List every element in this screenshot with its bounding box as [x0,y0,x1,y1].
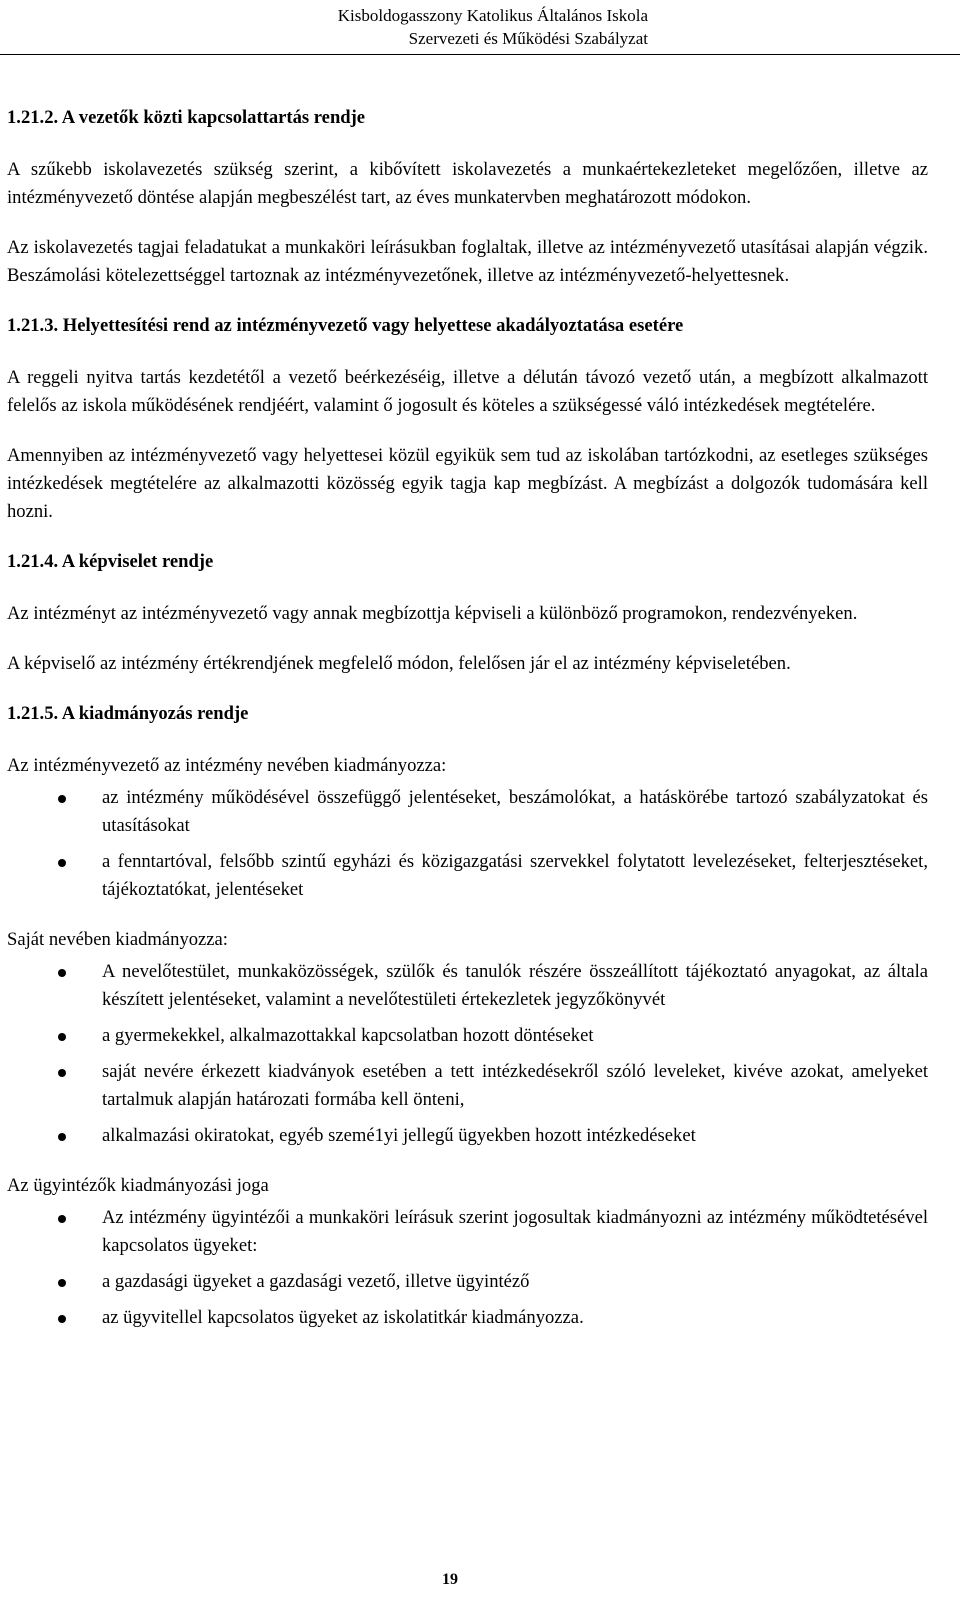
paragraph: Az iskolavezetés tagjai feladatukat a munkaköri leírásukban foglaltak, illetve az intézményvezető utasításai alapján végzik. Beszámolási kötelezettséggel tartoznak az intézményvezetőnek, illetve az intézményvezető-helyettesnek. [7,237,928,286]
header-school-name: Kisboldogasszony Katolikus Általános Iskola [337,6,648,25]
header-document-title: Szervezeti és Működési Szabályzat [408,29,648,48]
list-item: a fenntartóval, felsőbb szintű egyházi és közigazgatási szervekkel folytatott levelezéseket, felterjesztéseket, tájékoztatókat, jelentéseket [102,848,928,904]
list-item: az ügyvitellel kapcsolatos ügyeket az iskolatitkár kiadmányozza. [102,1304,928,1332]
list-item: a gazdasági ügyeket a gazdasági vezető, illetve ügyintéző [102,1268,928,1296]
list-item: alkalmazási okiratokat, egyéb szemé1yi jellegű ügyekben hozott intézkedéseket [102,1122,928,1150]
paragraph: Amennyiben az intézményvezető vagy helyettesei közül egyikük sem tud az iskolában tartózkodni, az esetleges szükséges intézkedések megtételére az alkalmazotti közösség egyik tagja kap megbízást. A megbízást a dolgozók tudomására kell hozni. [7,445,928,522]
list-item: Az intézmény ügyintézői a munkaköri leírásuk szerint jogosultak kiadmányozni az intézmény működtetésével kapcsolatos ügyeket: [102,1204,928,1260]
paragraph: A képviselő az intézmény értékrendjének megfelelő módon, felelősen jár el az intézmény képviseletében. [7,653,791,674]
list-intro: Az ügyintézők kiadmányozási joga [7,1175,269,1196]
list-item: a gyermekekkel, alkalmazottakkal kapcsolatban hozott döntéseket [102,1022,928,1050]
section-heading-1-21-3: 1.21.3. Helyettesítési rend az intézményvezető vagy helyettese akadályoztatása esetére [7,315,684,336]
page-number: 19 [442,1571,458,1588]
list-intro: Az intézményvezető az intézmény nevében kiadmányozza: [7,755,447,776]
paragraph: A szűkebb iskolavezetés szükség szerint, a kibővített iskolavezetés a munkaértekezleteket megelőzően, illetve az intézményvezető döntése alapján megbeszélést tart, az éves munkatervben meghatározott módokon. [7,159,928,208]
list-item: az intézmény működésével összefüggő jelentéseket, beszámolókat, a hatáskörébe tartozó szabályzatokat és utasításokat [102,784,928,840]
section-heading-1-21-5: 1.21.5. A kiadmányozás rendje [7,703,249,724]
list-item: A nevelőtestület, munkaközösségek, szülők és tanulók részére összeállított tájékoztató anyagokat, az általa készített jelentéseket, valamint a nevelőtestületi értekezletek jegyzőkönyvét [102,958,928,1014]
list-intro: Saját nevében kiadmányozza: [7,929,228,950]
document-header [228,4,648,50]
header-divider [0,54,960,55]
bullet-list [7,958,928,1150]
list-item: saját nevére érkezett kiadványok esetében a tett intézkedésekről szóló leveleket, kivéve azokat, amelyeket tartalmuk alapján határozati formába kell önteni, [102,1058,928,1114]
document-body [7,104,928,1354]
bullet-list [7,1204,928,1332]
section-heading-1-21-4: 1.21.4. A képviselet rendje [7,551,214,572]
bullet-list [7,784,928,904]
paragraph: Az intézményt az intézményvezető vagy annak megbízottja képviseli a különböző programokon, rendezvényeken. [7,603,858,624]
paragraph: A reggeli nyitva tartás kezdetétől a vezető beérkezéséig, illetve a délután távozó vezető után, a megbízott alkalmazott felelős az iskola működésének rendjéért, valamint ő jogosult és köteles a szükségessé váló intézkedések megtételére. [7,367,928,416]
section-heading-1-21-2: 1.21.2. A vezetők közti kapcsolattartás rendje [7,107,366,128]
